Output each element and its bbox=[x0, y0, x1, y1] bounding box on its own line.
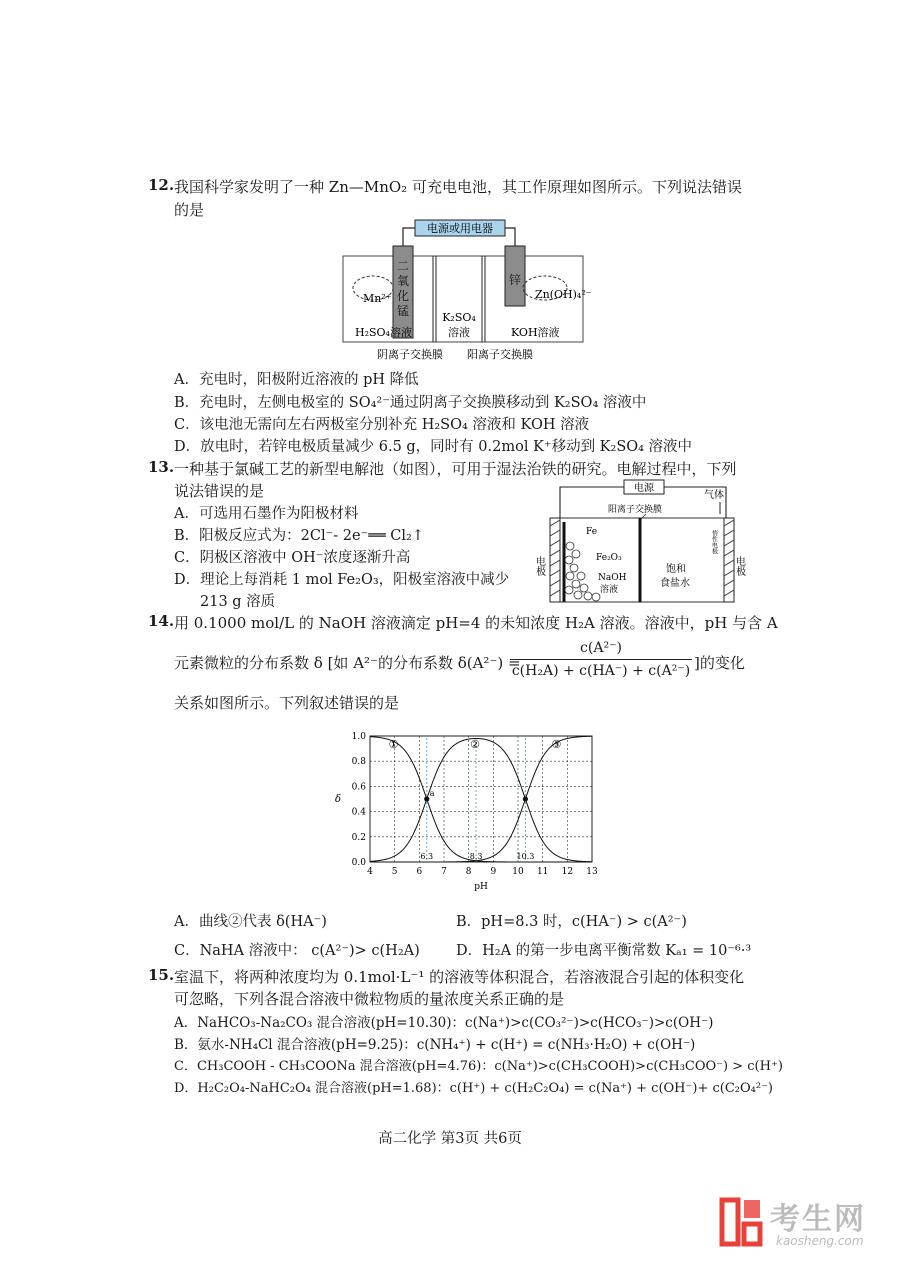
x-tick-label: 12 bbox=[561, 867, 574, 877]
mno2-electrode-label: 二氧化锰 bbox=[396, 259, 410, 318]
q12-option-d: D．放电时，若锌电极质量减少 6.5 g，同时有 0.2mol K⁺移动到 K₂SO₄ 溶液中 bbox=[174, 439, 693, 455]
q13-power-label: 电源 bbox=[634, 483, 654, 494]
series-label-3: ③ bbox=[551, 738, 562, 751]
fe2o3-label: Fe₂O₃ bbox=[596, 553, 622, 563]
watermark-text: 考生网 bbox=[770, 1202, 866, 1237]
x-tick-label: 6 bbox=[416, 867, 423, 877]
graphite-label: 惰性电极 bbox=[710, 530, 718, 554]
q15-option-a: A．NaHCO₃-Na₂CO₃ 混合溶液(pH=10.30)：c(Na⁺)>c(CO₃²⁻)>c(HCO₃⁻)>c(OH⁻) bbox=[174, 1015, 714, 1031]
x-tick-label: 13 bbox=[586, 867, 598, 877]
chart-y-axis-label: δ bbox=[334, 794, 342, 805]
series-line-3 bbox=[370, 736, 592, 862]
page-footer: 高二化学 第3页 共6页 bbox=[378, 1131, 522, 1147]
q14-stem-line3: 关系如图所示。下列叙述错误的是 bbox=[174, 694, 400, 712]
x-tick-label: 4 bbox=[367, 867, 373, 877]
y-tick-label: 0.6 bbox=[351, 782, 366, 793]
x-tick-label: 9 bbox=[490, 867, 497, 877]
power-source-label: 电源或用电器 bbox=[427, 222, 493, 235]
x-tick-label: 5 bbox=[391, 867, 398, 877]
q15-option-d: D．H₂C₂O₄-NaHC₂O₄ 混合溶液(pH=1.68)：c(H⁺) + c(H₂C₂O₄) = c(Na⁺) + c(OH⁻)+ c(C₂O₄²⁻) bbox=[174, 1081, 773, 1096]
naoh-solution-label: 溶液 bbox=[600, 585, 619, 595]
q13-option-a: A．可选用石墨作为阳极材料 bbox=[174, 506, 359, 522]
wire-left bbox=[403, 228, 415, 246]
x-tick-label: 11 bbox=[536, 867, 549, 877]
x-tick-label: 8 bbox=[465, 867, 472, 877]
watermark-logo-icon bbox=[720, 1196, 764, 1248]
y-tick-label: 0.4 bbox=[351, 807, 366, 818]
q12-stem-line1: 我国科学家发明了一种 Zn—MnO₂ 可充电电池，其工作原理如图所示。下列说法错误 bbox=[174, 178, 742, 196]
q14-option-d: D．H₂A 的第一步电离平衡常数 Kₐ₁ = 10⁻⁶·³ bbox=[456, 943, 752, 959]
series-label-2: ② bbox=[470, 738, 480, 751]
x-tick-label: 10 bbox=[512, 867, 524, 877]
wire-right bbox=[505, 228, 515, 246]
q13-number: 13. bbox=[148, 458, 175, 476]
intersection-point bbox=[523, 796, 528, 801]
q12-option-a: A．充电时，阳极附近溶液的 pH 降低 bbox=[174, 372, 419, 388]
anion-membrane-label: 阴离子交换膜 bbox=[377, 348, 443, 361]
h2so4-solution-label: H₂SO₄溶液 bbox=[355, 326, 412, 339]
zn-electrode-label: 锌 bbox=[508, 273, 522, 287]
q12-option-c: C．该电池无需向左右两极室分别补充 H₂SO₄ 溶液和 KOH 溶液 bbox=[174, 417, 590, 433]
naoh-label: NaOH bbox=[598, 573, 627, 583]
intersection-point bbox=[424, 796, 429, 801]
q13-membrane-label: 阳离子交换膜 bbox=[608, 505, 663, 515]
q14-fraction-numerator: c(A²⁻) bbox=[580, 640, 622, 656]
q14-stem-line2-prefix: 元素微粒的分布系数 δ [如 A²⁻的分布系数 δ(A²⁻) = bbox=[174, 654, 521, 672]
series-label-1: ① bbox=[388, 738, 399, 751]
q14-fraction-bar bbox=[510, 659, 692, 660]
x-tick-label: 7 bbox=[441, 867, 447, 877]
q12-stem-line2: 的是 bbox=[174, 201, 205, 219]
annotation-label: 10.3 bbox=[516, 852, 535, 861]
brine-label: 饱和 bbox=[666, 564, 686, 575]
q13-stem-line1: 一种基于氯碱工艺的新型电解池（如图），可用于湿法治铁的研究。电解过程中，下列 bbox=[174, 460, 737, 478]
distribution-chart bbox=[326, 728, 606, 896]
q13-option-d-cont: 213 g 溶质 bbox=[200, 594, 276, 610]
q13-option-d: D．理论上每消耗 1 mol Fe₂O₃，阳极室溶液中减少 bbox=[174, 572, 510, 588]
q13-option-c: C．阴极区溶液中 OH⁻浓度逐渐升高 bbox=[174, 550, 411, 566]
y-tick-label: 0.0 bbox=[351, 858, 366, 868]
watermark-url: kaosheng.com bbox=[776, 1234, 864, 1248]
chart-frame bbox=[370, 736, 592, 862]
q14-number: 14. bbox=[148, 612, 175, 630]
q14-option-b: B．pH=8.3 时，c(HA⁻) > c(A²⁻) bbox=[456, 914, 687, 930]
q14-option-c: C．NaHA 溶液中： c(A²⁻)> c(H₂A) bbox=[174, 943, 420, 959]
q15-stem-line1: 室温下，将两种浓度均为 0.1mol·L⁻¹ 的溶液等体积混合，若溶液混合引起的体积变化 bbox=[174, 968, 745, 986]
series-line-2 bbox=[370, 738, 592, 861]
koh-solution-label: KOH溶液 bbox=[511, 326, 560, 339]
q13-right-electrode-label: 电极 bbox=[733, 556, 745, 576]
q15-number: 15. bbox=[148, 966, 175, 984]
q15-option-b: B．氨水-NH₄Cl 混合溶液(pH=9.25)：c(NH₄⁺) + c(H⁺) = c(NH₃·H₂O) + c(OH⁻) bbox=[174, 1037, 696, 1053]
watermark bbox=[720, 1192, 890, 1256]
annotation-label: 6.3 bbox=[420, 852, 434, 861]
y-tick-label: 0.8 bbox=[351, 757, 366, 768]
gas-label: 气体 bbox=[704, 490, 724, 501]
q15-stem-line2: 可忽略，下列各混合溶液中微粒物质的量浓度关系正确的是 bbox=[174, 990, 565, 1008]
mn-ion-label: Mn²⁺ bbox=[363, 292, 392, 305]
q12-battery-figure bbox=[335, 218, 590, 366]
q12-option-b: B．充电时，左侧电极室的 SO₄²⁻通过阴离子交换膜移动到 K₂SO₄ 溶液中 bbox=[174, 395, 647, 411]
y-tick-label: 1.0 bbox=[351, 732, 366, 742]
q13-left-electrode-label: 电极 bbox=[533, 556, 545, 576]
k2so4-solution-label: 溶液 bbox=[448, 326, 470, 339]
q13-electrolysis-figure bbox=[533, 476, 745, 608]
annotation-label: 8.3 bbox=[469, 852, 483, 861]
cation-membrane-label: 阳离子交换膜 bbox=[467, 348, 533, 361]
chart-x-axis-label: pH bbox=[474, 882, 488, 892]
q13-stem-line2: 说法错误的是 bbox=[174, 482, 265, 500]
q13-option-b: B．阳极反应式为：2Cl⁻- 2e⁻══ Cl₂↑ bbox=[174, 528, 424, 544]
k2so4-label: K₂SO₄ bbox=[442, 311, 476, 324]
q14-option-a: A．曲线②代表 δ(HA⁻) bbox=[174, 914, 327, 930]
q14-stem-line1: 用 0.1000 mol/L 的 NaOH 溶液滴定 pH=4 的未知浓度 H₂A 溶液。溶液中，pH 与含 A bbox=[174, 614, 778, 632]
zn-ion-label: Zn(OH)₄²⁻ bbox=[535, 288, 592, 301]
q14-stem-line2-suffix: ]的变化 bbox=[694, 654, 745, 672]
fe-label: Fe bbox=[586, 527, 598, 537]
y-tick-label: 0.2 bbox=[351, 832, 366, 843]
brine-solution-label: 食盐水 bbox=[660, 578, 690, 589]
series-line-1 bbox=[370, 737, 592, 862]
q12-number: 12. bbox=[148, 176, 175, 194]
point-a-label: a bbox=[429, 789, 435, 798]
q15-option-c: C．CH₃COOH - CH₃COONa 混合溶液(pH=4.76)：c(Na⁺)>c(CH₃COOH)>c(CH₃COO⁻) > c(H⁺) bbox=[174, 1059, 783, 1074]
q14-fraction-denominator: c(H₂A) + c(HA⁻) + c(A²⁻) bbox=[511, 663, 691, 679]
fe2o3-particles bbox=[565, 542, 600, 601]
